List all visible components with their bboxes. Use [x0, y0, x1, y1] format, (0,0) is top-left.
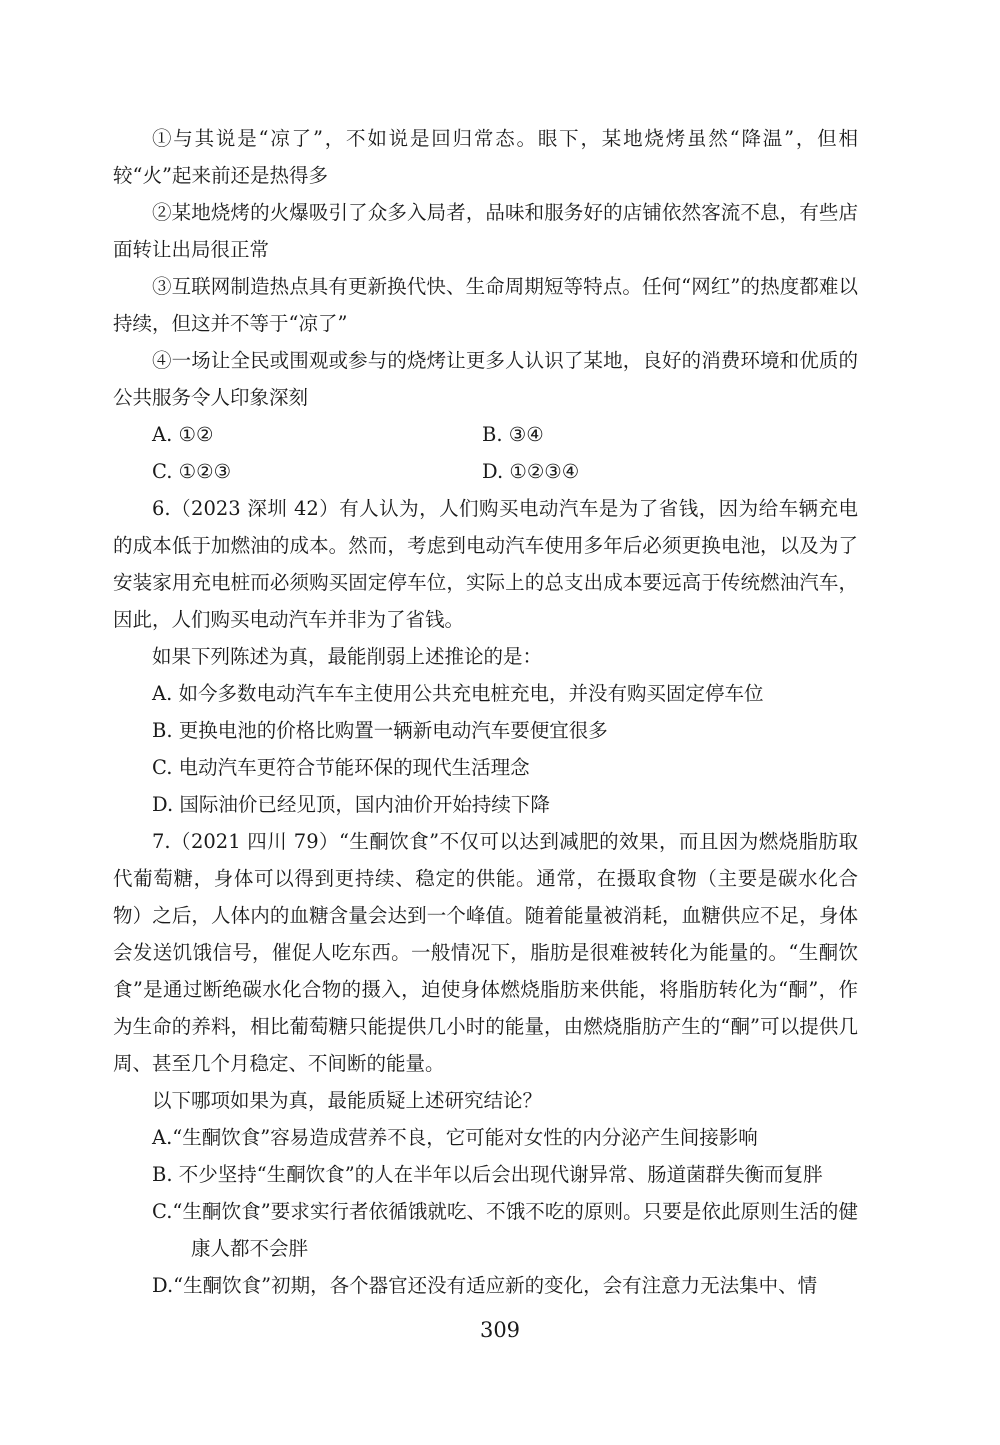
q7-question: 以下哪项如果为真，最能质疑上述研究结论？ [152, 1089, 543, 1112]
q7-option-a: A.“生酮饮食”容易造成营养不良，它可能对女性的内分泌产生间接影响 [152, 1126, 758, 1149]
q5-statement-4: ④一场让全民或围观或参与的烧烤让更多人认识了某地，良好的消费环境和优质的公共服务令人印象深刻 [113, 349, 858, 409]
q7-stem: 7.（2021 四川 79）“生酮饮食”不仅可以达到减肥的效果，而且因为燃烧脂肪取代葡萄糖，身体可以得到更持续、稳定的供能。通常，在摄取食物（主要是碳水化合物）之后，人体内的血糖含量会达到一个峰值。随着能量被消耗，血糖供应不足，身体会发送饥饿信号，催促人吃东西。一般情况下，脂肪是很难被转化为能量的。“生酮饮食”是通过断绝碳水化合物的摄入，迫使身体燃烧脂肪来供能，将脂肪转化为“酮”，作为生命的养料，相比葡萄糖只能提供几小时的能量，由燃烧脂肪产生的“酮”可以提供几周、甚至几个月稳定、不间断的能量。 [113, 830, 858, 1075]
q5-option-b: B. ③④ [482, 423, 544, 446]
q7-option-d: D.“生酮饮食”初期，各个器官还没有适应新的变化，会有注意力无法集中、情 [152, 1274, 818, 1297]
q5-statement-2: ②某地烧烤的火爆吸引了众多入局者，品味和服务好的店铺依然客流不息，有些店面转让出局很正常 [113, 201, 858, 261]
q5-option-c: C. ①②③ [152, 460, 232, 483]
q7-option-b: B. 不少坚持“生酮饮食”的人在半年以后会出现代谢异常、肠道菌群失衡而复胖 [152, 1163, 823, 1186]
q5-option-a: A. ①② [152, 423, 214, 446]
q5-statement-1: ①与其说是“凉了”，不如说是回归常态。眼下，某地烧烤虽然“降温”，但相较“火”起来前还是热得多 [113, 127, 858, 187]
page-content [113, 120, 858, 1304]
page-number: 309 [479, 1318, 521, 1342]
q6-option-b: B. 更换电池的价格比购置一辆新电动汽车要便宜很多 [152, 719, 608, 742]
q5-option-d: D. ①②③④ [482, 460, 580, 483]
q6-option-a: A. 如今多数电动汽车车主使用公共充电桩充电，并没有购买固定停车位 [152, 682, 764, 705]
q6-question: 如果下列陈述为真，最能削弱上述推论的是： [152, 645, 543, 668]
q5-statement-3: ③互联网制造热点具有更新换代快、生命周期短等特点。任何“网红”的热度都难以持续，但这并不等于“凉了” [113, 275, 858, 335]
q6-stem: 6.（2023 深圳 42）有人认为，人们购买电动汽车是为了省钱，因为给车辆充电的成本低于加燃油的成本。然而，考虑到电动汽车使用多年后必须更换电池，以及为了安装家用充电桩而必须购买固定停车位，实际上的总支出成本要远高于传统燃油汽车，因此，人们购买电动汽车并非为了省钱。 [113, 497, 858, 631]
q6-option-c: C. 电动汽车更符合节能环保的现代生活理念 [152, 756, 530, 779]
q5-options [152, 416, 858, 490]
q7-option-c: C.“生酮饮食”要求实行者依循饿就吃、不饿不吃的原则。只要是依此原则生活的健康人都不会胖 [152, 1200, 858, 1260]
q6-option-d: D. 国际油价已经见顶，国内油价开始持续下降 [152, 793, 550, 816]
